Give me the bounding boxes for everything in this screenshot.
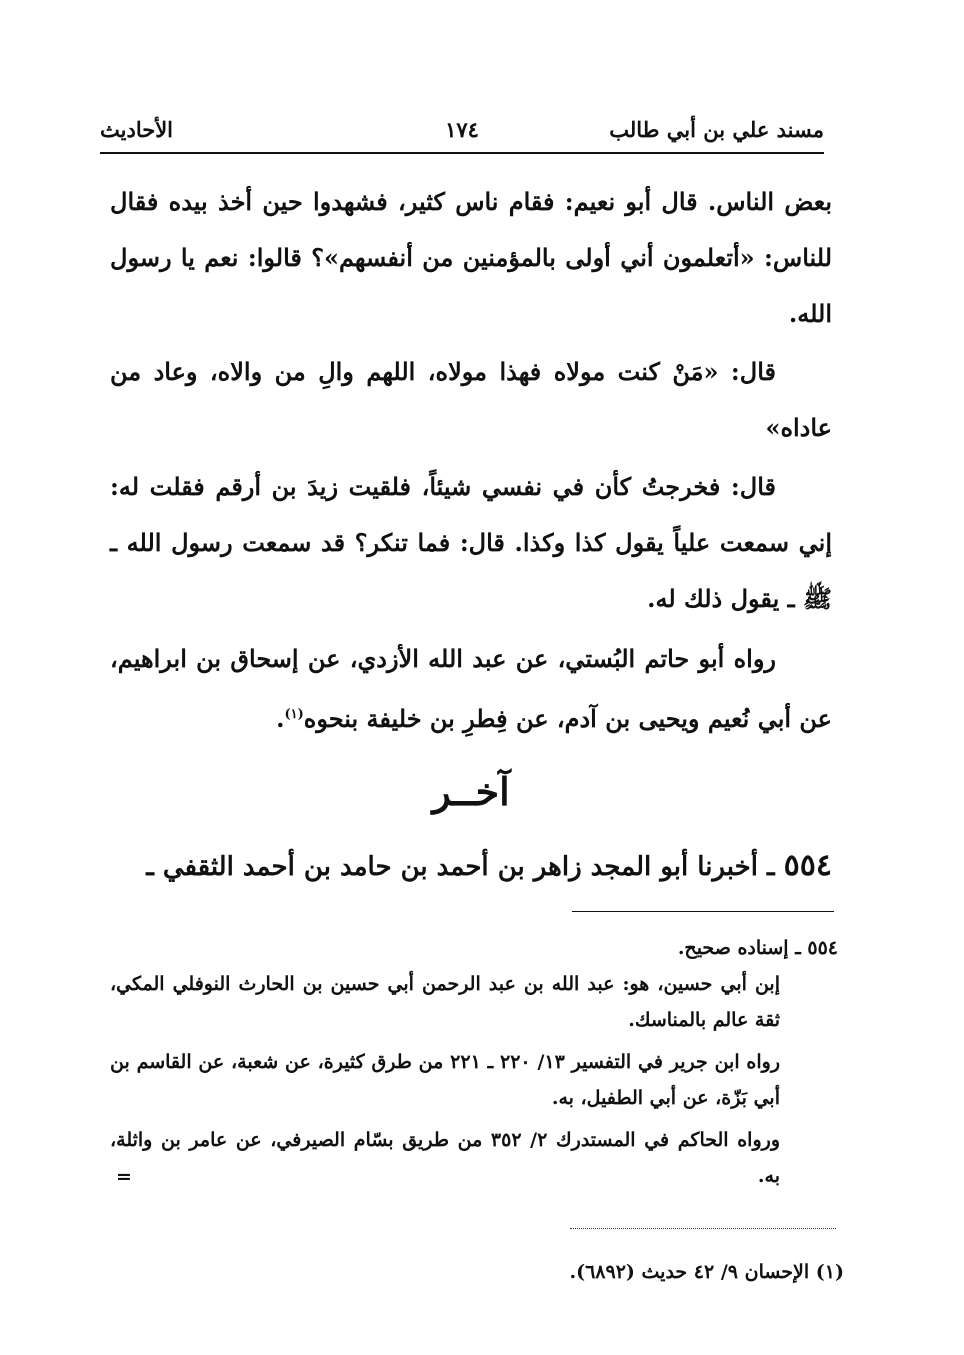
header-rule — [100, 152, 824, 154]
body-paragraph-1: بعض الناس. قال أبو نعيم: فقام ناس كثير، فشهدوا حين أخذ بيده فقال للناس: «أتعلمون أني أولى بالمؤمنين من أنفسهم»؟ قالوا: نعم يا رسول الله. — [110, 187, 832, 328]
notes-separator — [572, 911, 834, 912]
note-paragraph-2: رواه ابن جرير في التفسير ١٣/ ٢٢٠ ـ ٢٢١ من طرق كثيرة، عن شعبة، عن القاسم بن أبي بَزّة، عن أبي الطفيل، به. — [110, 1051, 781, 1109]
footnote: (١) الإحسان ٩/ ٤٢ حديث (٦٨٩٢). — [569, 1261, 844, 1283]
body-paragraph-3: قال: فخرجتُ كأن في نفسي شيئاً، فلقيت زيدَ بن أرقم فقلت له: إني سمعت علياً يقول كذا وكذا. قال: فما تنكر؟ قد سمعت رسول الله ـ ﷺ ـ يقول ذلك له. — [110, 472, 832, 613]
continuation-mark: = — [116, 1166, 132, 1188]
hadith-line — [110, 838, 832, 895]
page-number: ١٧٤ — [445, 117, 479, 142]
footnote-separator — [570, 1228, 836, 1229]
body-paragraph-4-text: رواه أبو حاتم البُستي، عن عبد الله الأزدي، عن إسحاق بن ابراهيم، عن أبي نُعيم ويحيى بن آدم، عن فِطرِ بن خليفة بنحوه — [110, 644, 832, 733]
body-paragraph-4 — [110, 631, 832, 747]
footnote-reference: (١) — [284, 707, 304, 722]
section-title: الأحاديث — [100, 117, 174, 142]
hadith-number: ٥٥٤ — [783, 848, 832, 883]
body-paragraph-2: قال: «مَنْ كنت مولاه فهذا مولاه، اللهم والِ من والاه، وعاد من عاداه» — [110, 357, 832, 442]
hadith-text: ـ أخبرنا أبو المجد زاهر بن أحمد بن حامد بن أحمد الثقفي ـ — [146, 852, 775, 882]
section-heading: آخــر — [432, 769, 510, 814]
note-title: ٥٥٤ ـ إسناده صحيح. — [677, 937, 838, 959]
body-paragraph-4-end: . — [276, 704, 285, 733]
running-header — [100, 112, 824, 148]
note-paragraph-1: إبن أبي حسين، هو: عبد الله بن عبد الرحمن أبي حسين بن الحارث النوفلي المكي، ثقة عالم بالمناسك. — [110, 973, 780, 1031]
note-paragraph-3: ورواه الحاكم في المستدرك ٢/ ٣٥٢ من طريق بسّام الصيرفي، عن عامر بن واثلة، به. — [110, 1129, 780, 1187]
book-title: مسند علي بن أبي طالب — [609, 117, 824, 142]
